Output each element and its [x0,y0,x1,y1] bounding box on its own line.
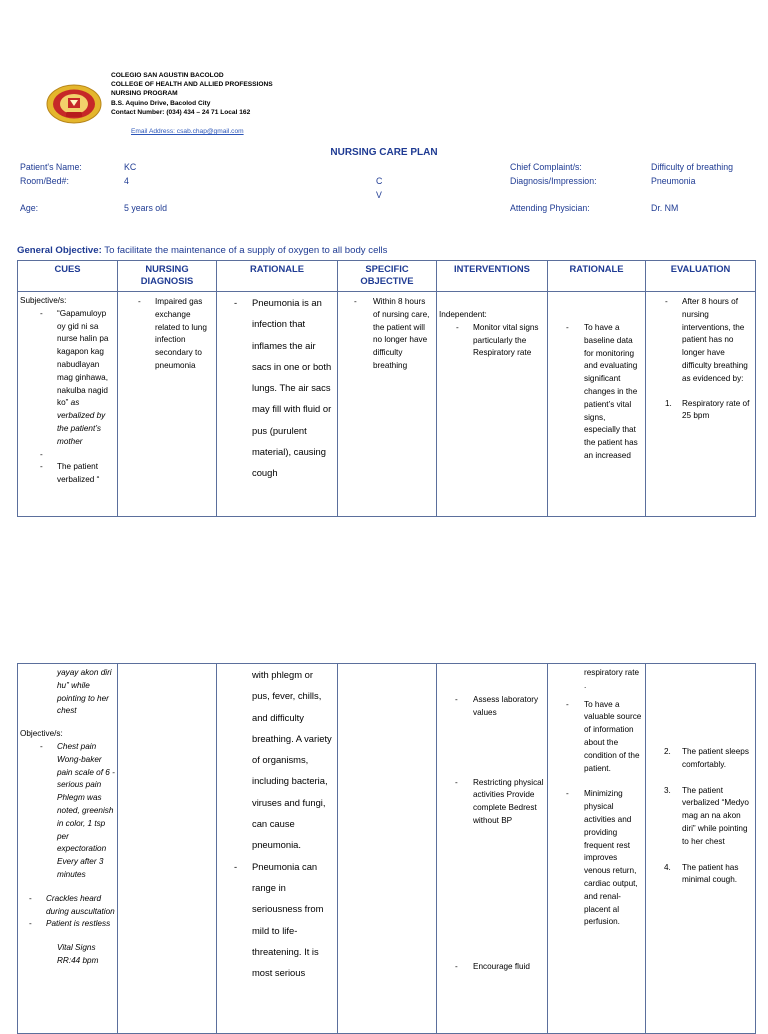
number-marker: 1. [665,398,672,408]
complaint-label: Chief Complaint/s: [510,162,582,172]
evaluation-cell-cont [646,664,756,1034]
dash-marker: - [455,777,458,787]
dash-marker: - [40,462,43,472]
nursing-diagnosis-text: Impaired gas exchange related to lung infection secondary to pneumonia [155,297,207,370]
rationale2-cell-cont [548,664,646,1034]
page-title: NURSING CARE PLAN [330,147,438,158]
col-evaluation: EVALUATION [646,261,756,292]
number-marker: 3. [664,785,671,795]
evaluation-cell [646,292,756,517]
intervention-2: Assess laboratory values [473,695,539,717]
subjective-cont: yayay akon diri hu” while pointing to her chest [57,668,112,716]
dash-marker: - [40,449,43,459]
cv-c: C [376,176,383,186]
rationale2-cont: respiratory rate . [584,668,640,690]
age-label: Age: [20,203,39,213]
diagnosis-label: Diagnosis/Impression: [510,176,597,186]
col-specific-objective: SPECIFIC OBJECTIVE [338,261,437,292]
dash-marker: - [566,699,569,709]
subjective-item2: The patient verbalized “ [57,462,100,485]
physician-value: Dr. NM [651,203,679,213]
general-objective [17,245,387,256]
cues-cell-cont [18,664,118,1034]
subjective-quote-source: as verbalized by the patient’s mother [57,398,106,446]
dash-marker: - [665,297,668,306]
rationale-cell-cont [217,664,338,1034]
number-marker: 2. [664,747,671,756]
school-name: COLEGIO SAN AGUSTIN BACOLOD [111,72,224,79]
patient-name-label: Patient's Name: [20,162,82,172]
dash-marker: - [234,860,238,872]
col-rationale: RATIONALE [217,261,338,292]
rationale-text: Pneumonia is an infection that inflames the air sacs in one or both lungs. The air sacs may fill with fluid or pus (purulent material), causing cough [252,297,332,479]
contact-number: Contact Number: (034) 434 – 24 71 Local 162 [111,108,251,116]
college-name: COLLEGE OF HEALTH AND ALLIED PROFESSIONS [111,81,273,89]
col-rationale-2: RATIONALE [548,261,646,292]
dash-marker: - [566,789,569,799]
subjective-quote: “Gapamuloyp oy gid ni sa nurse halin pa kagapon kag nabudlayan mag ginhawa, nakulba nagid ko” [57,308,109,408]
dash-marker: - [40,741,43,751]
care-plan-table-page1 [17,260,756,517]
diagnosis-cell [118,292,217,517]
patient-name: KC [124,162,137,172]
program-name: NURSING PROGRAM [111,90,178,98]
dash-marker: - [455,961,458,971]
rationale-cell [217,292,338,517]
intervention-4: Encourage fluid [473,961,530,971]
age-value: 5 years old [124,203,168,213]
room-value: 4 [124,176,129,186]
subjective-label: Subjective/s: [20,296,67,305]
physician-label: Attending Physician: [510,203,590,213]
evaluation-4: The patient has minimal cough. [682,862,739,885]
school-address: B.S. Aquino Drive, Bacolod City [111,99,211,107]
general-objective-label: General Objective: [17,245,102,256]
interventions-cell [437,292,548,517]
objective-item2: Crackles heard during auscultation [46,893,115,916]
objective-label: Objective/s: [20,729,63,739]
evaluation-1: Respiratory rate of 25 bpm [682,398,750,421]
col-nursing-diagnosis: NURSING DIAGNOSIS [118,261,217,292]
rationale2-item3: Minimizing physical activities and providing frequent rest improves venous return, cardiac output, and renal-placent al perfusion. [584,789,638,927]
evaluation-3: The patient verbalized “Medyo mag an na akon diri” while pointing to her chest [682,785,749,846]
dash-marker: - [566,323,569,332]
school-seal-logo [46,84,102,124]
care-plan-table-page2 [17,663,756,1034]
rationale-item2: Pneumonia can range in seriousness from mild to life-threatening. It is most serious [252,860,324,979]
objective-cell-cont [338,664,437,1034]
cues-cell [18,292,118,517]
rationale2-item2: To have a valuable source of information about the condition of the patient. [584,699,642,773]
dash-marker: - [40,308,43,318]
room-label: Room/Bed#: [20,176,69,186]
complaint-value: Difficulty of breathing [651,162,733,172]
objective-item3: Patient is restless [46,919,111,929]
intervention-1: Monitor vital signs particularly the Respiratory rate [473,322,539,358]
col-interventions: INTERVENTIONS [437,261,548,292]
objective-item1: Chest pain Wong-baker pain scale of 6 - serious pain Phlegm was noted, greenish in color, 1 tsp per expectoration Every after 3 minutes [57,741,115,879]
objective-cell [338,292,437,517]
col-cues: CUES [18,261,118,292]
interventions-cell-cont [437,664,548,1034]
cv-v: V [376,190,382,200]
vital-signs: Vital Signs RR:44 bpm [57,943,99,965]
dash-marker: - [456,322,459,332]
intervention-3: Restricting physical activities Provide complete Bedrest without BP [473,777,544,825]
rationale2-text: To have a baseline data for monitoring and evaluating significant changes in the patient’s vital signs, especially that the patient has an increased [584,323,638,460]
dash-marker: - [455,695,458,704]
diagnosis-value: Pneumonia [651,176,696,186]
dash-marker: - [29,919,32,929]
number-marker: 4. [664,862,671,872]
specific-objective-text: Within 8 hours of nursing care, the patient will no longer have difficulty breathing [373,297,430,370]
evaluation-intro: After 8 hours of nursing interventions, the patient has no longer have difficulty breathing as evidenced by: [682,297,748,383]
school-header [111,71,273,117]
evaluation-2: The patient sleeps comfortably. [682,747,749,769]
independent-label: Independent: [439,310,487,319]
dash-marker: - [29,893,32,903]
rationale-cont: with phlegm or pus, fever, chills, and difficulty breathing. A variety of organisms, including bacteria, viruses and fungi, can cause pneumonia. [252,669,332,851]
dash-marker: - [138,297,141,306]
diagnosis-cell-cont [118,664,217,1034]
email-link[interactable]: Email Address: csab.chap@gmail.com [131,128,244,135]
dash-marker: - [354,297,357,306]
dash-marker: - [234,297,238,308]
rationale2-cell [548,292,646,517]
general-objective-text: To facilitate the maintenance of a supply of oxygen to all body cells [104,245,388,256]
